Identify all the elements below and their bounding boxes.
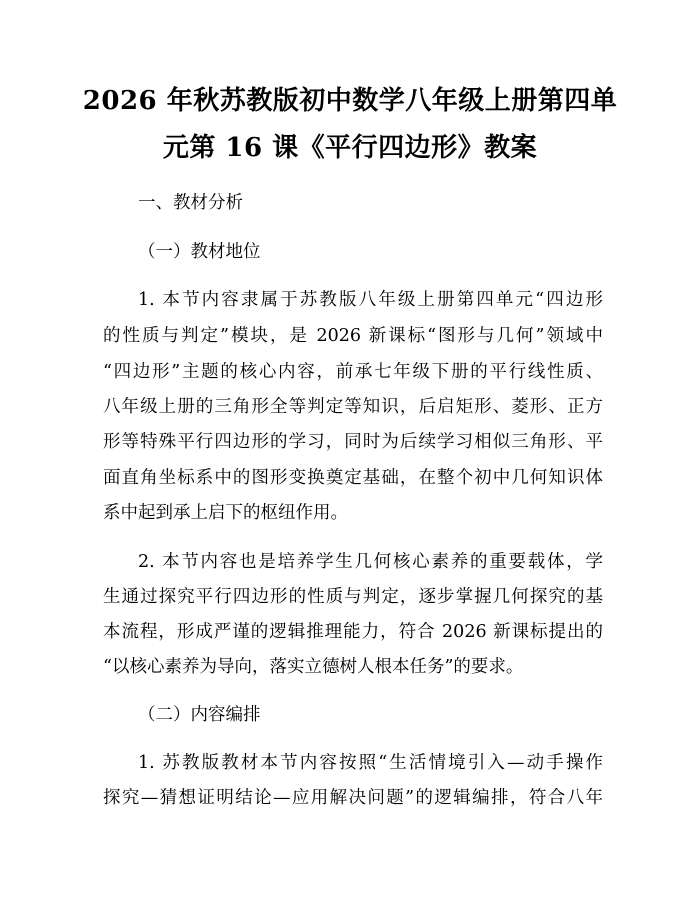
section-heading-teaching-material-analysis: 一、教材分析 xyxy=(138,193,243,213)
paragraph-line: 八年级上册的三角形全等判定等知识，后启矩形、菱形、正方 xyxy=(103,397,603,417)
paragraph-line: 的性质与判定”模块，是 2026 新课标“图形与几何”领域中 xyxy=(103,326,603,346)
subsection-heading-material-position: （一）教材地位 xyxy=(138,242,261,262)
document-title-line-2: 元第 16 课《平行四边形》教案 xyxy=(162,133,538,163)
paragraph-line: “四边形”主题的核心内容，前承七年级下册的平行线性质、 xyxy=(103,362,603,382)
paragraph-line: 探究—猜想证明结论—应用解决问题”的逻辑编排，符合八年 xyxy=(103,788,603,808)
paragraph-line: 2. 本节内容也是培养学生几何核心素养的重要载体，学 xyxy=(138,552,603,572)
paragraph-line: “以核心素养为导向，落实立德树人根本任务”的要求。 xyxy=(103,657,524,677)
paragraph-line: 形等特殊平行四边形的学习，同时为后续学习相似三角形、平 xyxy=(103,432,603,452)
paragraph-line: 1. 苏教版教材本节内容按照“生活情境引入—动手操作 xyxy=(138,753,603,773)
paragraph-line: 生通过探究平行四边形的性质与判定，逐步掌握几何探究的基 xyxy=(103,587,603,607)
subsection-heading-content-arrangement: （二）内容编排 xyxy=(138,705,261,725)
paragraph-line: 面直角坐标系中的图形变换奠定基础，在整个初中几何知识体 xyxy=(103,468,603,488)
paragraph-line: 1. 本节内容隶属于苏教版八年级上册第四单元“四边形 xyxy=(138,290,603,310)
document-title-line-1: 2026 年秋苏教版初中数学八年级上册第四单 xyxy=(82,86,618,116)
paragraph-line: 本流程，形成严谨的逻辑推理能力，符合 2026 新课标提出的 xyxy=(103,622,603,642)
paragraph-line: 系中起到承上启下的枢纽作用。 xyxy=(103,503,348,523)
